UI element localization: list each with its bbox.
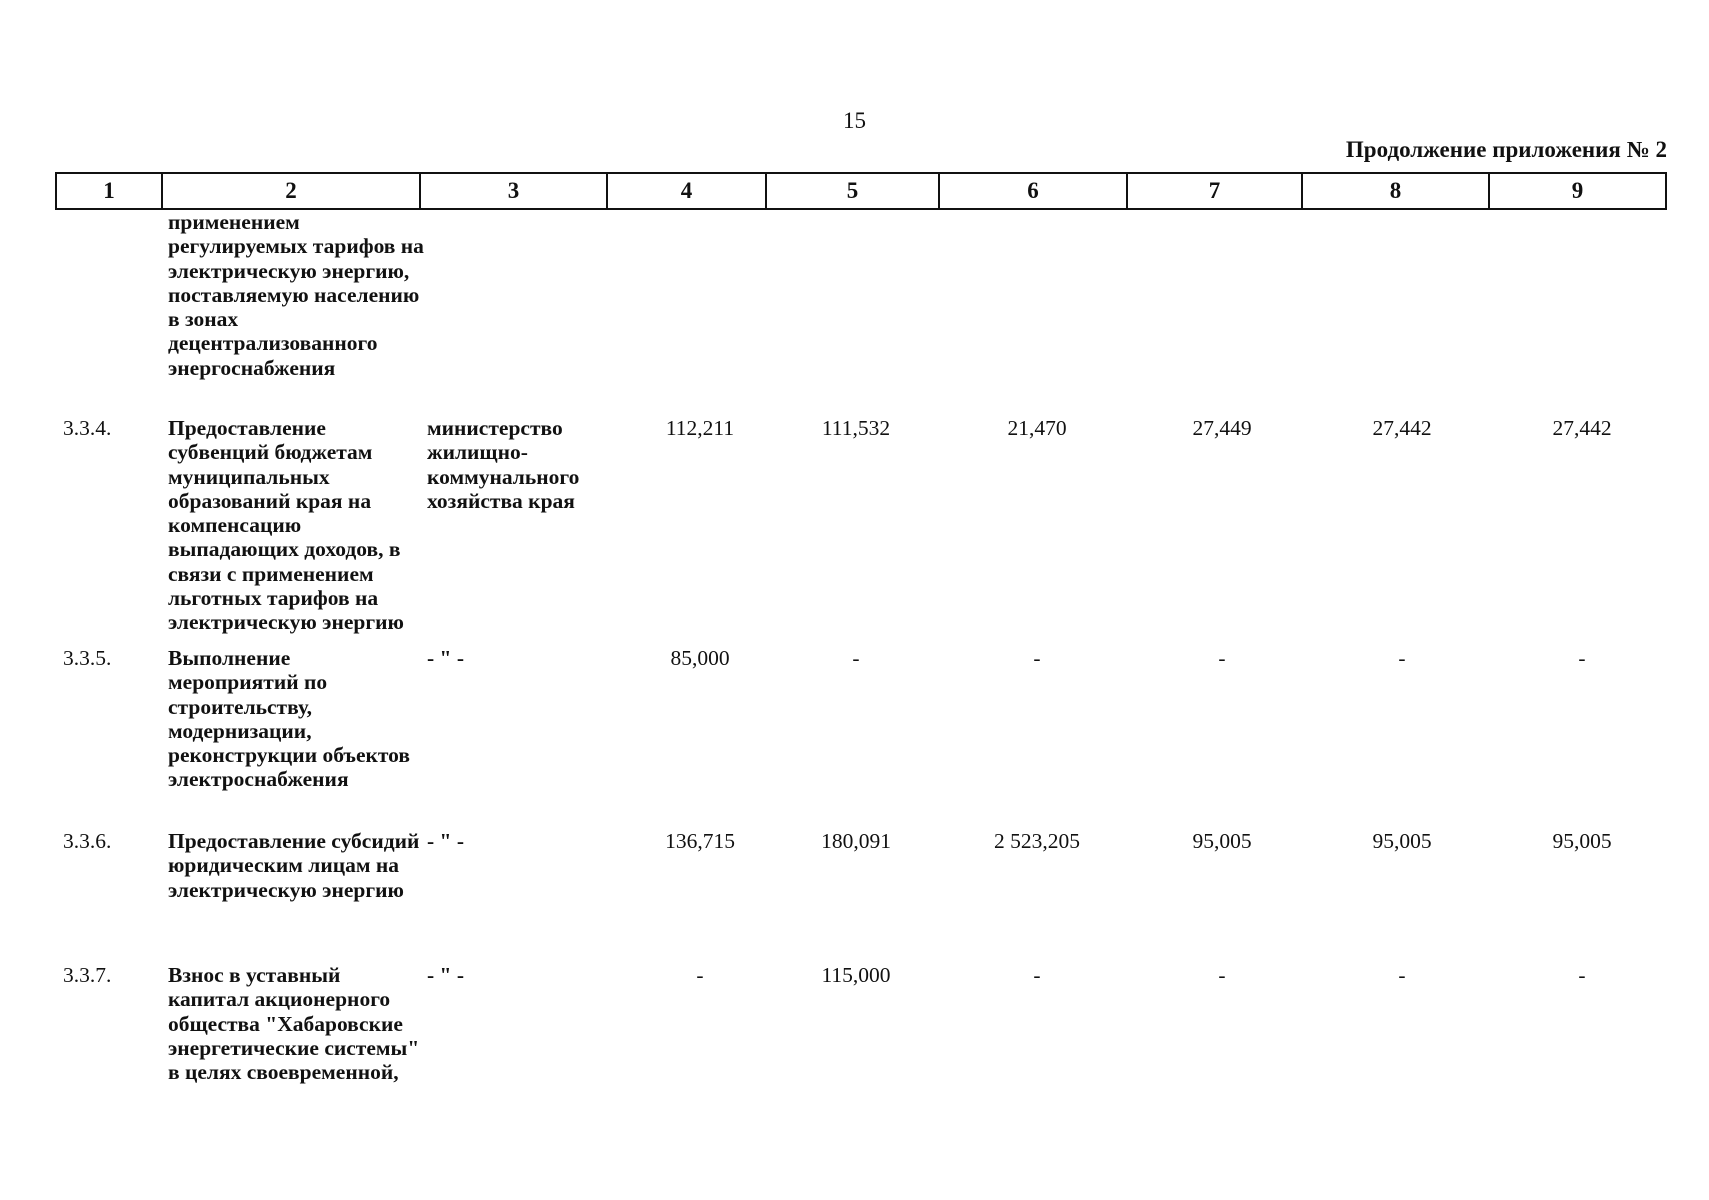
row-value-col5: - — [852, 646, 860, 670]
row-value-col5: 115,000 — [821, 963, 891, 987]
row-value-col4: - — [696, 963, 704, 987]
row-value-col9: - — [1578, 963, 1586, 987]
column-header-7: 7 — [1127, 173, 1302, 209]
row-value-col7: 27,449 — [1192, 416, 1252, 440]
row-number: 3.3.7. — [63, 963, 112, 987]
row-value-col6: 21,470 — [1007, 416, 1067, 440]
column-header-6: 6 — [939, 173, 1127, 209]
row-value-col6: - — [1033, 646, 1041, 670]
row-value-col4: 136,715 — [665, 829, 735, 853]
row-name: Взнос в уставный капитал акционерного общества "Хабаровские энергетические системы" в целях своевременной, — [168, 963, 420, 1085]
row-number: 3.3.6. — [63, 829, 112, 853]
row-value-col8: 27,442 — [1372, 416, 1432, 440]
row-value-col7: - — [1218, 963, 1226, 987]
row-executor: - " - — [427, 829, 465, 853]
column-header-9: 9 — [1489, 173, 1666, 209]
row-number: 3.3.5. — [63, 646, 112, 670]
row-value-col7: 95,005 — [1192, 829, 1252, 853]
row-value-col5: 111,532 — [821, 416, 891, 440]
column-header-table — [55, 172, 1667, 210]
row-value-col8: - — [1398, 963, 1406, 987]
row-value-col4: 112,211 — [665, 416, 735, 440]
column-header-8: 8 — [1302, 173, 1489, 209]
row-executor: - " - — [427, 646, 465, 670]
row-value-col6: 2 523,205 — [994, 829, 1080, 853]
row-value-col9: - — [1578, 646, 1586, 670]
row-value-col9: 95,005 — [1552, 829, 1612, 853]
row-name: применением регулируемых тарифов на электрическую энергию, поставляемую населению в зонах децентрализованного энергоснабжения — [168, 210, 424, 380]
column-header-row — [56, 173, 1666, 209]
column-header-5: 5 — [766, 173, 939, 209]
row-value-col8: - — [1398, 646, 1406, 670]
page-number: 15 — [843, 108, 866, 133]
row-value-col7: - — [1218, 646, 1226, 670]
row-name: Выполнение мероприятий по строительству, модернизации, реконструкции объектов электроснабжения — [168, 646, 410, 792]
column-header-4: 4 — [607, 173, 766, 209]
row-name: Предоставление субсидий юридическим лицам на электрическую энергию — [168, 829, 420, 902]
column-header-2: 2 — [162, 173, 420, 209]
row-executor: - " - — [427, 963, 465, 987]
row-value-col9: 27,442 — [1552, 416, 1612, 440]
row-value-col8: 95,005 — [1372, 829, 1432, 853]
row-value-col6: - — [1033, 963, 1041, 987]
row-executor: министерство жилищно-коммунального хозяйства края — [427, 416, 580, 513]
row-value-col4: 85,000 — [670, 646, 730, 670]
column-header-3: 3 — [420, 173, 607, 209]
row-value-col5: 180,091 — [821, 829, 891, 853]
row-name: Предоставление субвенций бюджетам муниципальных образований края на компенсацию выпадающих доходов, в связи с применением льготных тарифов на электрическую энергию — [168, 416, 404, 635]
row-number: 3.3.4. — [63, 416, 112, 440]
column-header-1: 1 — [56, 173, 162, 209]
continuation-note: Продолжение приложения № 2 — [1345, 137, 1667, 162]
